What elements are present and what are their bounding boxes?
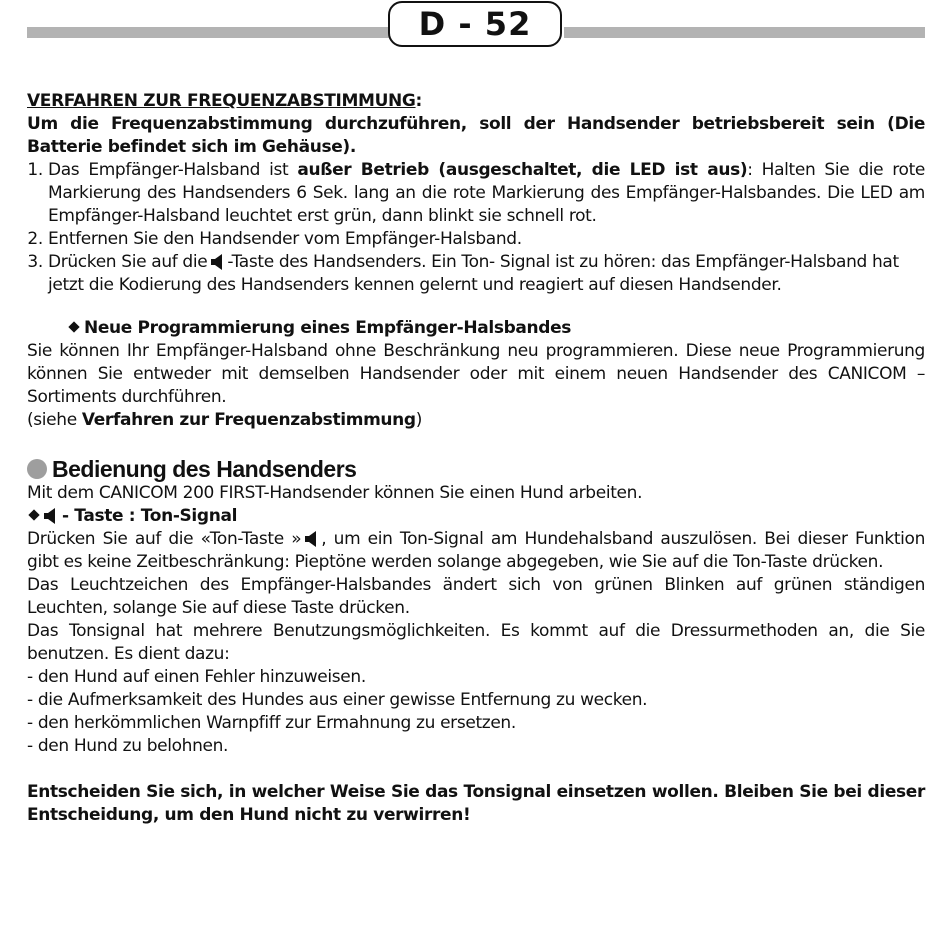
freq-step-3: 3. Drücken Sie auf die -Taste des Handsenders. Ein Ton- Signal ist zu hören: das Empfänger-Halsband hat jetzt die Kodierung des Handsenders kennen gelernt und reagiert auf diesen Handsender. bbox=[48, 251, 925, 297]
usage-list-item: - die Aufmerksamkeit des Hundes aus einer gewisse Entfernung zu wecken. bbox=[27, 690, 648, 710]
freq-step-1: 1. Das Empfänger-Halsband ist außer Betrieb (ausgeschaltet, die LED ist aus): Halten Sie die rote Markierung des Handsenders 6 Sek. lang an die rote Markierung des Empfänger-Halsbandes. Die LED am Empfänger-Halsband leuchtet erst grün, dann blinkt sie schnell rot. bbox=[48, 159, 925, 228]
closing-note: Entscheiden Sie sich, in welcher Weise Sie das Tonsignal einsetzen wollen. Bleiben Sie bei dieser Entscheidung, um den Hund nicht zu verwirren! bbox=[27, 782, 925, 825]
usage-para-1: Drücken Sie auf die «Ton-Taste » , um ein Ton-Signal am Hundehalsband auszulösen. Bei dieser Funktion gibt es keine Zeitbeschränkung: Pieptöne werden solange abgegeben, wie Sie auf die Ton-Taste drücken. bbox=[27, 529, 925, 572]
usage-list-item: - den Hund zu belohnen. bbox=[27, 736, 229, 756]
freq-heading-line: VERFAHREN ZUR FREQUENZABSTIMMUNG: bbox=[27, 91, 422, 111]
freq-step-2: 2. Entfernen Sie den Handsender vom Empfänger-Halsband. bbox=[48, 228, 925, 251]
usage-para-3: Das Tonsignal hat mehrere Benutzungsmöglichkeiten. Es kommt auf die Dressurmethoden an, die Sie benutzen. Es dient dazu: bbox=[27, 621, 925, 664]
page-number: D - 52 bbox=[418, 5, 532, 43]
reprog-see: (siehe Verfahren zur Frequenzabstimmung) bbox=[27, 410, 423, 430]
usage-para-2: Das Leuchtzeichen des Empfänger-Halsbandes ändert sich von grünen Blinken auf grünen ständigen Leuchten, solange Sie auf diese Taste drücken. bbox=[27, 575, 925, 618]
speaker-icon bbox=[305, 531, 317, 547]
key-heading: - Taste : Ton-Signal bbox=[62, 506, 238, 526]
header-rule-left bbox=[27, 27, 389, 38]
reprog-heading-line bbox=[27, 317, 925, 340]
usage-heading-line bbox=[27, 456, 925, 482]
header-rule-right bbox=[564, 27, 925, 38]
page-content bbox=[27, 90, 925, 827]
usage-intro: Mit dem CANICOM 200 FIRST-Handsender können Sie einen Hund arbeiten. bbox=[27, 483, 643, 503]
usage-list-item: - den herkömmlichen Warnpfiff zur Ermahnung zu ersetzen. bbox=[27, 713, 516, 733]
speaker-icon bbox=[44, 508, 56, 524]
grey-circle-bullet-icon bbox=[27, 459, 47, 479]
page-number-badge bbox=[388, 1, 562, 47]
speaker-icon bbox=[211, 254, 223, 270]
usage-list-item: - den Hund auf einen Fehler hinzuweisen. bbox=[27, 667, 366, 687]
key-heading-line bbox=[27, 505, 925, 528]
diamond-bullet-icon bbox=[28, 509, 39, 520]
usage-heading: Bedienung des Handsenders bbox=[52, 456, 357, 482]
reprog-heading: Neue Programmierung eines Empfänger-Halsbandes bbox=[84, 318, 572, 338]
freq-heading: VERFAHREN ZUR FREQUENZABSTIMMUNG bbox=[27, 91, 416, 111]
freq-intro: Um die Frequenzabstimmung durchzuführen, soll der Handsender betriebsbereit sein (Die Batterie befindet sich im Gehäuse). bbox=[27, 114, 925, 157]
reprog-body: Sie können Ihr Empfänger-Halsband ohne Beschränkung neu programmieren. Diese neue Programmierung können Sie entweder mit demselben Handsender oder mit einem neuen Handsender des CANICOM – Sortiments durchführen. bbox=[27, 341, 925, 407]
freq-steps bbox=[27, 159, 925, 297]
diamond-bullet-icon bbox=[68, 321, 79, 332]
